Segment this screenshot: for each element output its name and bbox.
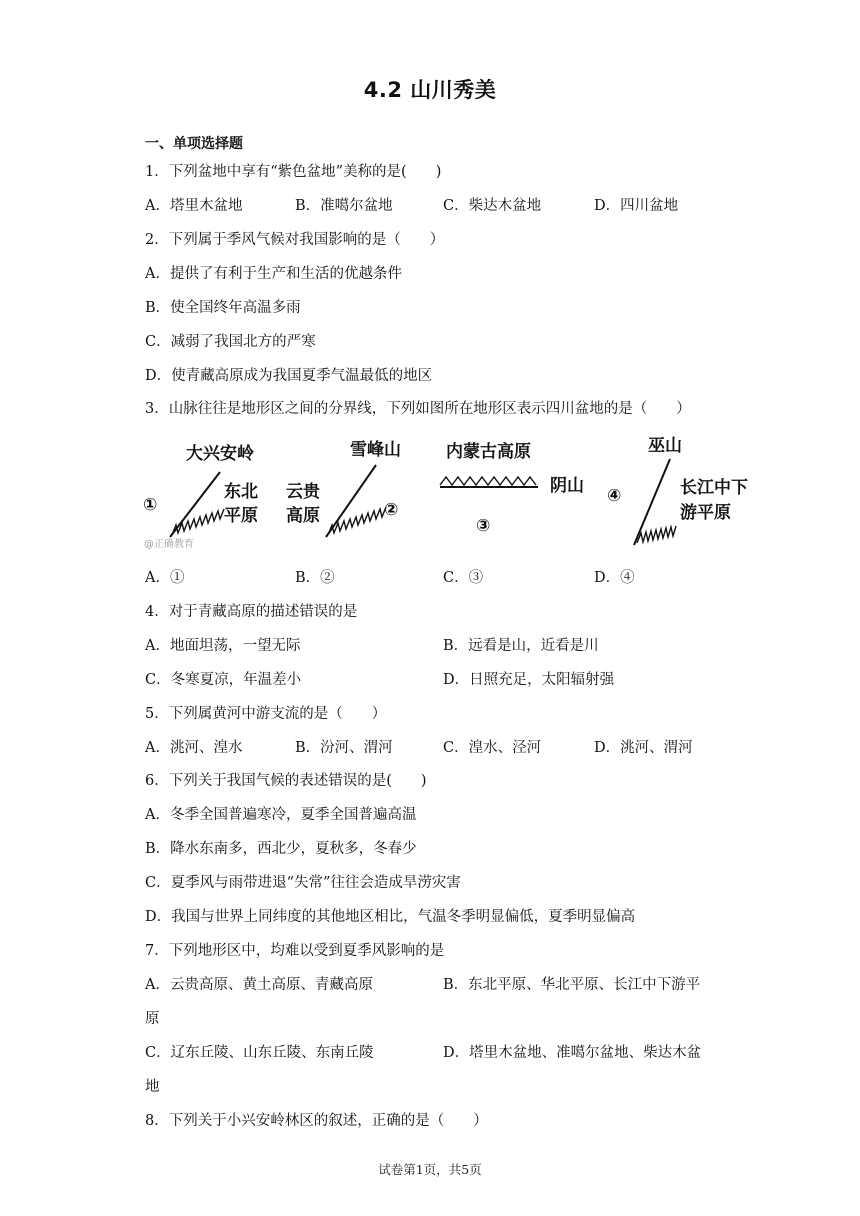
q6-option-b: B．降水东南多，西北少，夏秋多，冬春少 [145, 841, 417, 857]
mountain-hatch [440, 477, 536, 485]
panel-4-number: ④ [607, 486, 622, 506]
question-2-stem: 2．下列属于季风气候对我国影响的是（ ） [145, 232, 445, 248]
figure-panel-4 [607, 436, 748, 545]
mountain-hatch [637, 526, 676, 543]
section-heading: 一、单项选择题 [145, 136, 243, 152]
panel-1-region-line2: 平原 [224, 506, 258, 526]
mountain-ridge-line [170, 472, 220, 537]
panel-2-region-line1: 云贵 [286, 482, 320, 502]
panel-1-mountain-label: 大兴安岭 [186, 444, 254, 464]
q2-option-c: C．减弱了我国北方的严寒 [145, 334, 316, 350]
q7-option-c: C．辽东丘陵、山东丘陵、东南丘陵 [145, 1045, 374, 1061]
q5-option-a: A．洮河、湟水 [145, 740, 243, 756]
q3-option-c: C．③ [443, 570, 484, 586]
q7-option-b-wrap: 原 [145, 1011, 160, 1027]
q4-option-d: D．日照充足，太阳辐射强 [443, 672, 615, 688]
q5-option-b: B．汾河、渭河 [295, 740, 393, 756]
figure-panel-1 [143, 443, 258, 550]
question-1-stem: 1．下列盆地中享有“紫色盆地”美称的是( ) [145, 164, 442, 180]
panel-3-region-label: 内蒙古高原 [446, 442, 531, 462]
q4-option-c: C．冬寒夏凉，年温差小 [145, 672, 302, 688]
page-title: 4.2 山川秀美 [363, 78, 497, 102]
panel-2-number: ② [384, 500, 399, 520]
panel-2-region-line2: 高原 [286, 506, 320, 526]
q3-option-d: D．④ [594, 570, 635, 586]
question-3-stem: 3．山脉往往是地形区之间的分界线，下列如图所在地形区表示四川盆地的是（ ） [145, 401, 691, 417]
q6-option-a: A．冬季全国普遍寒冷，夏季全国普遍高温 [145, 807, 417, 823]
question-7-stem: 7．下列地形区中，均难以受到夏季风影响的是 [145, 943, 445, 959]
watermark-text: @正确教育 [144, 539, 194, 550]
q7-option-d-wrap: 地 [145, 1079, 160, 1095]
q2-option-a: A．提供了有利于生产和生活的优越条件 [145, 266, 402, 282]
mountain-ridge-line [326, 465, 376, 537]
question-6-stem: 6．下列关于我国气候的表述错误的是( ) [145, 773, 427, 789]
q2-option-b: B．使全国终年高温多雨 [145, 300, 301, 316]
page-footer: 试卷第1页，共5页 [378, 1162, 482, 1177]
question-4-stem: 4．对于青藏高原的描述错误的是 [145, 604, 358, 620]
q7-option-d: D．塔里木盆地、准噶尔盆地、柴达木盆 [443, 1045, 702, 1061]
panel-3-mountain-label: 阴山 [550, 476, 584, 496]
figure-panel-3 [440, 441, 584, 536]
q3-option-b: B．② [295, 570, 335, 586]
q7-option-a: A．云贵高原、黄土高原、青藏高原 [145, 977, 373, 993]
panel-2-mountain-label: 雪峰山 [350, 440, 401, 460]
q1-option-c: C．柴达木盆地 [443, 198, 542, 214]
q3-option-a: A．① [145, 570, 185, 586]
q6-option-c: C．夏季风与雨带进退“失常”往往会造成旱涝灾害 [145, 875, 461, 891]
panel-4-mountain-label: 巫山 [648, 436, 682, 456]
panel-1-number: ① [143, 495, 158, 515]
panel-4-region-line1: 长江中下 [680, 478, 748, 498]
mountain-hatch [172, 509, 224, 535]
question-5-stem: 5．下列属黄河中游支流的是（ ） [145, 706, 387, 722]
q1-option-d: D．四川盆地 [594, 198, 679, 214]
q5-option-d: D．洮河、渭河 [594, 740, 693, 756]
q2-option-d: D．使青藏高原成为我国夏季气温最低的地区 [145, 368, 433, 384]
panel-3-number: ③ [476, 516, 491, 536]
q7-option-b: B．东北平原、华北平原、长江中下游平 [443, 977, 701, 993]
figure-panel-2 [286, 439, 401, 537]
q4-option-b: B．远看是山，近看是川 [443, 638, 599, 654]
q4-option-a: A．地面坦荡，一望无际 [145, 638, 301, 654]
question-8-stem: 8．下列关于小兴安岭林区的叙述，正确的是（ ） [145, 1113, 488, 1129]
panel-4-region-line2: 游平原 [680, 503, 731, 523]
q1-option-b: B．准噶尔盆地 [295, 198, 393, 214]
q6-option-d: D．我国与世界上同纬度的其他地区相比，气温冬季明显偏低，夏季明显偏高 [145, 909, 636, 925]
mountain-range-figure [140, 425, 760, 555]
q1-option-a: A．塔里木盆地 [145, 198, 243, 214]
q5-option-c: C．湟水、泾河 [443, 740, 542, 756]
panel-1-region-line1: 东北 [224, 482, 258, 502]
